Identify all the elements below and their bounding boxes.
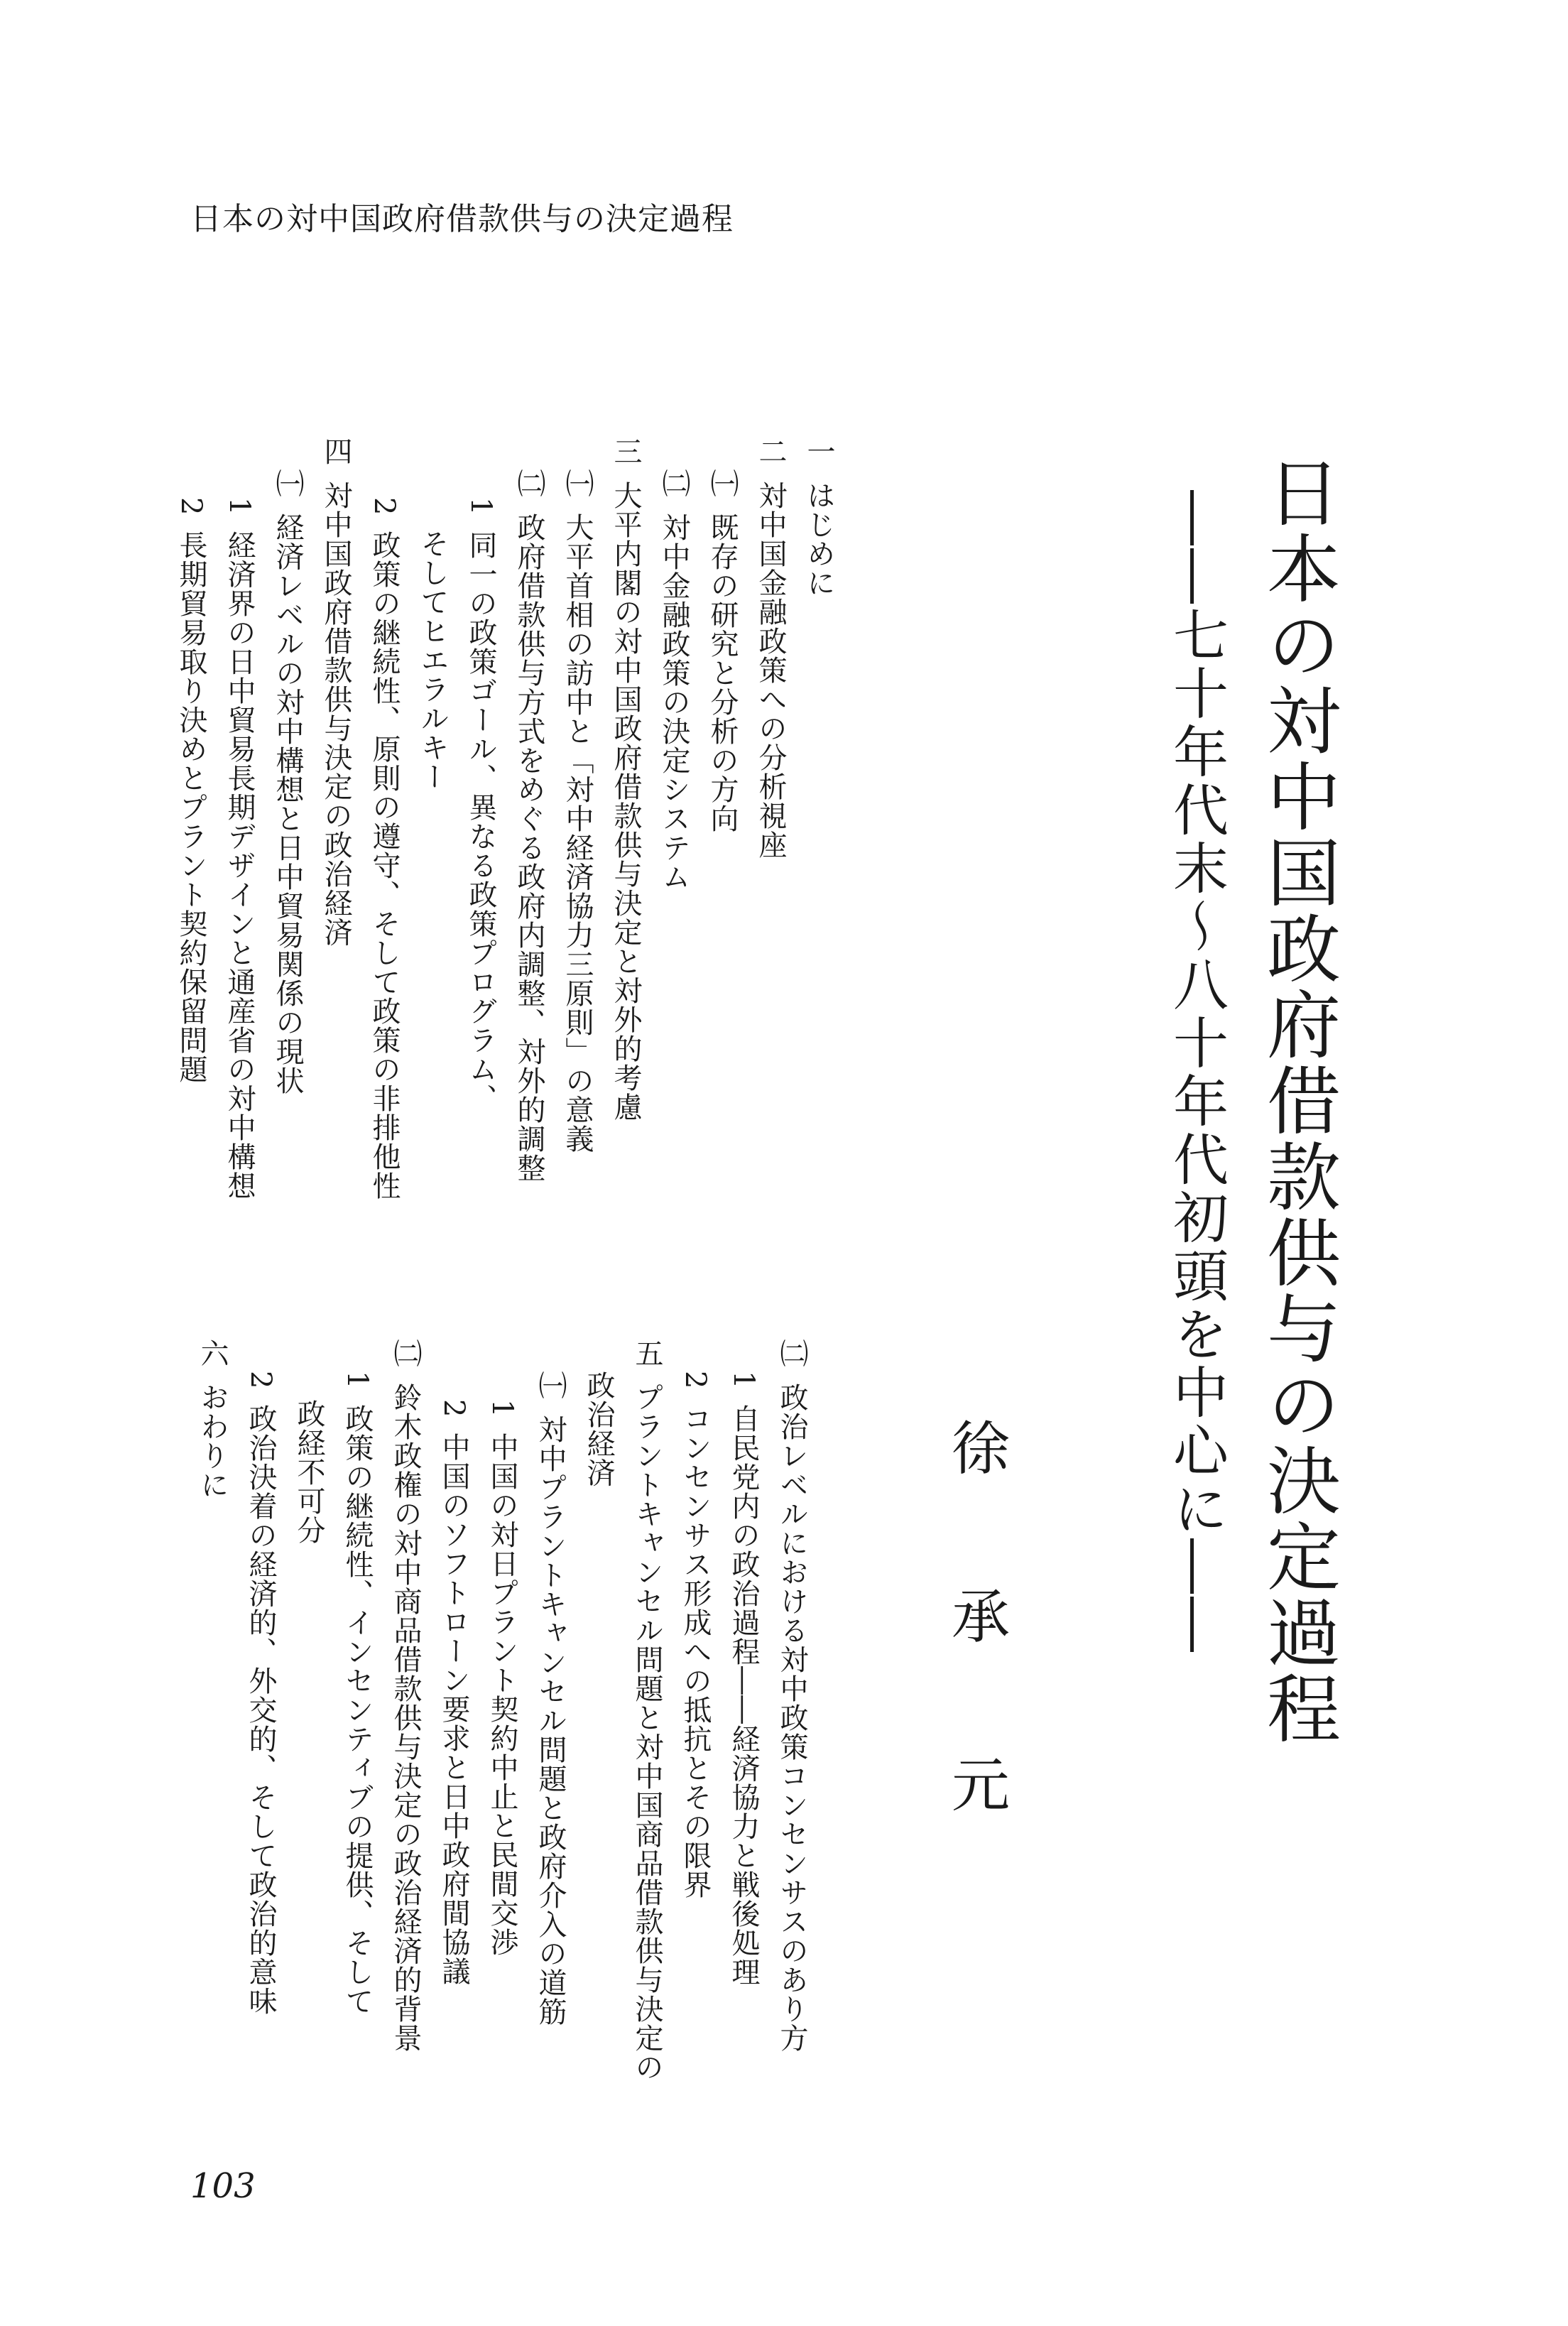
toc-entry [285,1339,333,2082]
author-char: 徐 [952,1415,1011,1483]
toc-number: ㈠ [271,469,304,497]
toc-entry [408,437,457,1200]
toc-entry [795,437,843,1200]
toc-title: 政府借款供与方式をめぐる政府内調整、対外的調整 [513,513,545,1183]
toc-entry [526,1339,575,2082]
toc-title: 政経不可分 [293,1399,325,1545]
toc-title: 長期貿易取り決めとプラント契約保留問題 [175,531,207,1085]
author-char: 承 [952,1584,1011,1651]
toc-number: 1 [223,497,256,516]
toc-number: 四 [320,437,352,465]
toc-entry [575,1339,623,2082]
toc-number: 五 [631,1339,663,1367]
toc-number: 一 [802,437,835,465]
toc-entry [188,1339,236,2082]
toc-number: ㈠ [534,1371,567,1399]
toc-title: そしてヒエラルキー [416,529,449,791]
toc-entry [312,437,360,1200]
toc-entry [768,1339,816,2082]
toc-title: 中国の対日プラント契約中止と民間交渉 [486,1433,518,1957]
toc-number: 1 [486,1399,518,1418]
toc-title: はじめに [802,481,835,597]
toc-entry [478,1339,526,2082]
toc-entry [746,437,795,1200]
author-char: 元 [952,1752,1011,1820]
toc-entry [236,1339,285,2082]
toc-entry [215,437,263,1200]
toc-entry [671,1339,719,2082]
toc-title: コンセンサス形成への抵抗とその限界 [679,1404,712,1900]
toc-title: 対中国金融政策への分析視座 [754,481,787,859]
toc-number: 1 [464,497,497,516]
toc-title: 政策の継続性、インセンティブの提供、そして [341,1404,374,2016]
toc-title: 対中プラントキャンセル問題と政府介入の道筋 [534,1415,567,2026]
toc-title: 経済界の日中貿易長期デザインと通産省の対中構想 [223,531,256,1201]
toc-title: 大平首相の訪中と「対中経済協力三原則」の意義 [561,513,594,1153]
toc-entry [381,1339,430,2082]
toc-title: 既存の研究と分析の方向 [706,513,739,833]
page-number: 103 [190,2166,256,2206]
toc-entry [505,437,553,1200]
toc-title: 対中国政府借款供与決定の政治経済 [320,481,352,947]
toc-title: プラントキャンセル問題と対中国商品借款供与決定の [631,1383,663,2082]
toc-number: ㈡ [513,469,545,497]
toc-title: 政治決着の経済的、外交的、そして政治的意味 [244,1404,277,2016]
toc-entry [430,1339,478,2082]
toc-number: ㈠ [706,469,739,497]
toc-entry [650,437,698,1200]
running-header: 日本の対中国政府借款供与の決定過程 [190,201,734,237]
toc-number: ㈠ [561,469,594,497]
toc-entry [360,437,408,1200]
toc-number: 1 [727,1371,760,1389]
toc-title: 政治レベルにおける対中政策コンセンサスのあり方 [775,1383,808,2053]
toc-title: 中国のソフトローン要求と日中政府間協議 [437,1433,470,1987]
table-of-contents-lower [188,1339,816,2082]
toc-title: 鈴木政権の対中商品借款供与決定の政治経済的背景 [389,1383,422,2053]
toc-title: 政策の継続性、原則の遵守、そして政策の非排他性 [368,531,401,1201]
toc-number: 1 [341,1371,374,1389]
toc-title: 対中金融政策の決定システム [658,513,690,891]
toc-entry [553,437,601,1200]
toc-title: おわりに [196,1383,229,1499]
table-of-contents-upper [167,437,843,1200]
toc-number: 三 [609,437,642,465]
toc-entry [719,1339,768,2082]
toc-title: 経済レベルの対中構想と日中貿易関係の現状 [271,513,304,1095]
toc-entry [263,437,312,1200]
toc-entry [333,1339,381,2082]
author-name [952,1415,1011,1925]
toc-entry [601,437,650,1200]
toc-entry [698,437,746,1200]
toc-number: 2 [437,1399,470,1418]
article-title: 日本の対中国政府借款供与の決定過程 [1254,455,1341,1746]
toc-title: 大平内閣の対中国政府借款供与決定と対外的考慮 [609,481,642,1121]
toc-title: 自民党内の政治過程――経済協力と戦後処理 [727,1404,760,1987]
toc-number: ㈡ [658,469,690,497]
toc-number: 2 [679,1371,712,1389]
toc-number: 2 [175,497,207,516]
toc-number: 2 [368,497,401,516]
toc-title: 同一の政策ゴール、異なる政策プログラム、 [464,531,497,1114]
article-subtitle: ――七十年代末〜八十年代初頭を中心に―― [1164,490,1228,1655]
toc-number: ㈡ [775,1339,808,1367]
toc-number: ㈡ [389,1339,422,1367]
toc-title: 政治経済 [582,1371,615,1487]
toc-number: 2 [244,1371,277,1389]
toc-entry [167,437,215,1200]
toc-number: 二 [754,437,787,465]
toc-number: 六 [196,1339,229,1367]
toc-entry [623,1339,671,2082]
toc-entry [457,437,505,1200]
